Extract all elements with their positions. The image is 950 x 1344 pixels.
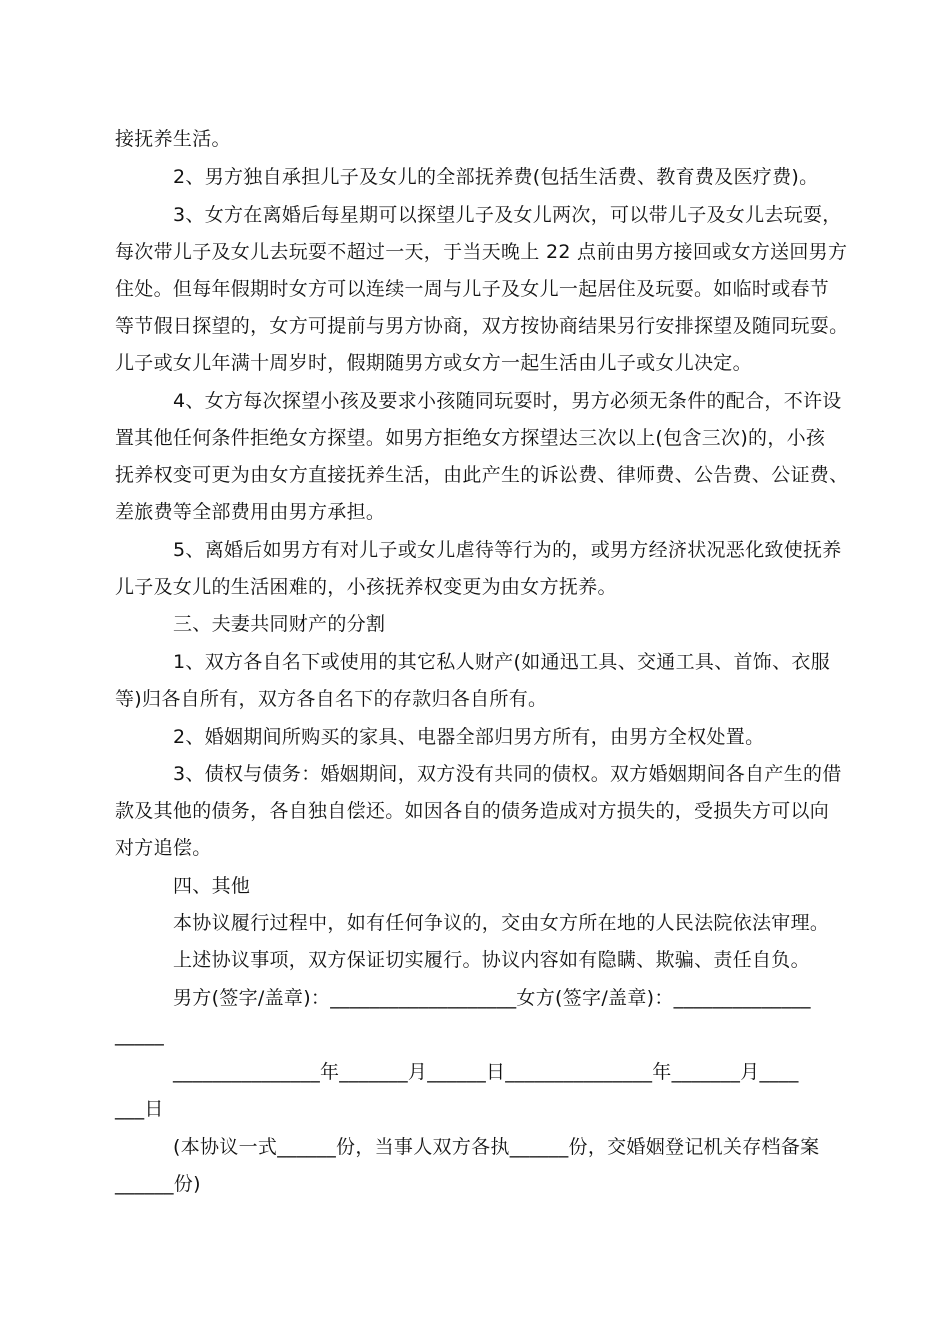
copies-note: (本协议一式______份，当事人双方各执______份，交婚姻登记机关存档备案 [173, 1136, 820, 1158]
text-line: 住处。但每年假期时女方可以连续一周与儿子及女儿一起居住及玩耍。如临时或春节 [115, 278, 830, 300]
text-line: 儿子及女儿的生活困难的，小孩抚养权变更为由女方抚养。 [115, 576, 617, 598]
text-line: 3、女方在离婚后每星期可以探望儿子及女儿两次，可以带儿子及女儿去玩耍， [173, 204, 842, 226]
text-line: 2、男方独自承担儿子及女儿的全部抚养费(包括生活费、教育费及医疗费)。 [173, 166, 819, 188]
text-line: 每次带儿子及女儿去玩耍不超过一天，于当天晚上 22 点前由男方接回或女方送回男方 [115, 241, 848, 263]
text-line: 5、离婚后如男方有对儿子或女儿虐待等行为的，或男方经济状况恶化致使抚养 [173, 539, 842, 561]
text-line: 4、女方每次探望小孩及要求小孩随同玩耍时，男方必须无条件的配合，不许设 [173, 390, 842, 412]
text-line: 等)归各自所有，双方各自名下的存款归各自所有。 [115, 688, 548, 710]
text-line: 1、双方各自名下或使用的其它私人财产(如通迅工具、交通工具、首饰、衣服 [173, 651, 831, 673]
text-line: 差旅费等全部费用由男方承担。 [115, 501, 386, 523]
date-line: _______________年_______月______日_______________年_______月____ [173, 1061, 799, 1083]
signature-line: 男方(签字/盖章)：___________________女方(签字/盖章)：______________ [173, 987, 811, 1009]
text-line: 本协议履行过程中，如有任何争议的，交由女方所在地的人民法院依法审理。 [173, 912, 830, 934]
date-line: ___日 [115, 1098, 164, 1120]
text-line: 儿子或女儿年满十周岁时，假期随男方或女方一起生活由儿子或女儿决定。 [115, 352, 752, 374]
text-line: 抚养权变可更为由女方直接抚养生活，由此产生的诉讼费、律师费、公告费、公证费、 [115, 464, 849, 486]
text-line: 对方追偿。 [115, 837, 212, 859]
section-heading: 三、夫妻共同财产的分割 [173, 613, 386, 635]
text-line: 接抚养生活。 [115, 128, 231, 150]
text-line: 等节假日探望的，女方可提前与男方协商，双方按协商结果另行安排探望及随同玩耍。 [115, 315, 849, 337]
text-line: 上述协议事项，双方保证切实履行。协议内容如有隐瞒、欺骗、责任自负。 [173, 949, 810, 971]
text-line: 2、婚姻期间所购买的家具、电器全部归男方所有，由男方全权处置。 [173, 726, 765, 748]
text-line: 置其他任何条件拒绝女方探望。如男方拒绝女方探望达三次以上(包含三次)的，小孩 [115, 427, 826, 449]
text-line: 款及其他的债务，各自独自偿还。如因各自的债务造成对方损失的，受损失方可以向 [115, 800, 830, 822]
section-heading: 四、其他 [173, 875, 251, 897]
text-line: 3、债权与债务：婚姻期间，双方没有共同的债权。双方婚姻期间各自产生的借 [173, 763, 842, 785]
signature-line: _____ [115, 1024, 164, 1046]
copies-note: ______份) [115, 1173, 201, 1195]
